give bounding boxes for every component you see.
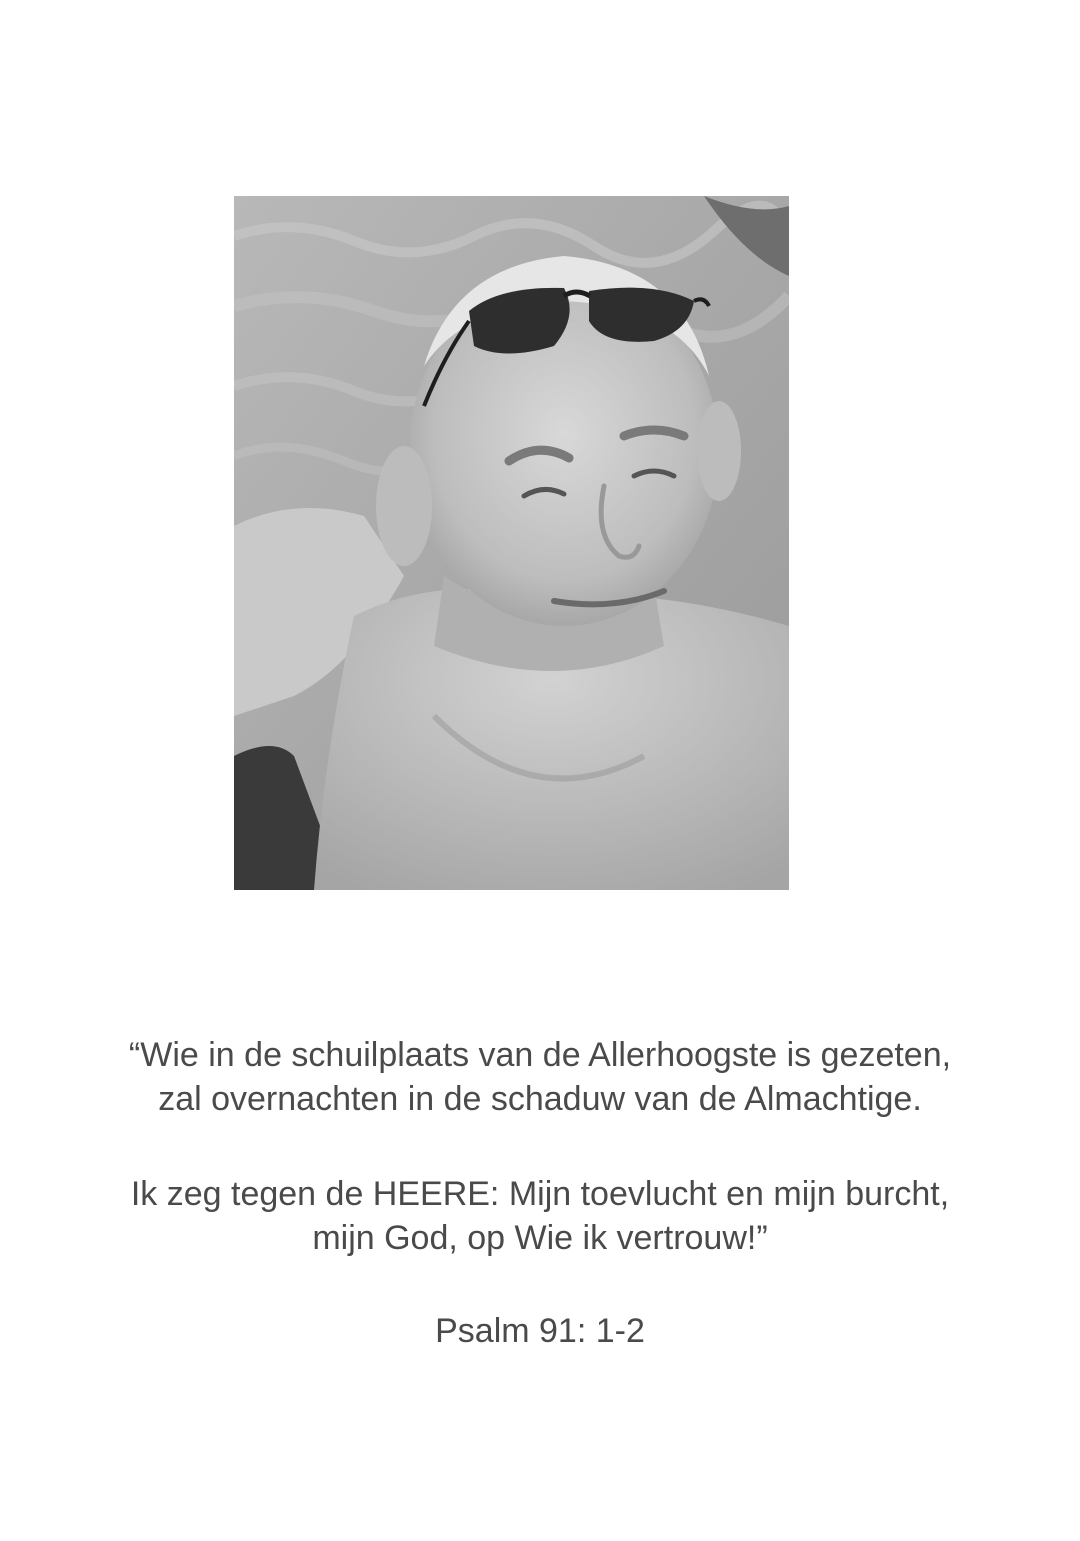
scripture-reference: Psalm 91: 1-2: [435, 1312, 645, 1350]
verse-line: “Wie in de schuilplaats van de Allerhoogste is gezeten,: [128, 1036, 952, 1074]
verse-line: mijn God, op Wie ik vertrouw!”: [312, 1219, 768, 1257]
portrait-photo: [234, 196, 789, 890]
verse-stanza-1: [0, 1033, 1080, 1121]
verse-line: zal overnachten in de schaduw van de Almachtige.: [158, 1080, 922, 1118]
verse-stanza-2: [0, 1172, 1080, 1260]
verse-line: Ik zeg tegen de HEERE: Mijn toevlucht en mijn burcht,: [130, 1175, 950, 1213]
portrait-photo-icon: [234, 196, 789, 890]
